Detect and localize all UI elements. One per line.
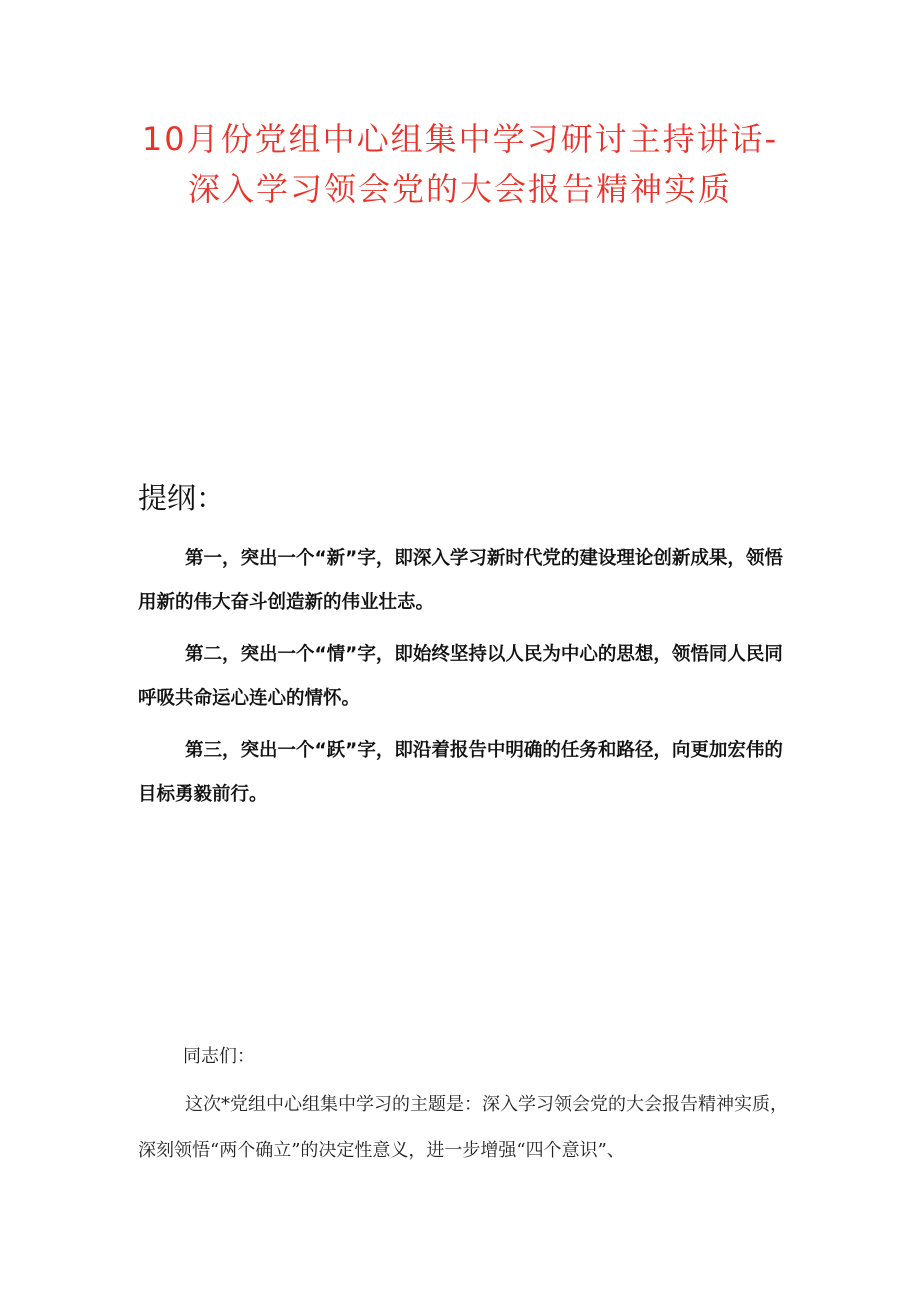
outline-heading: 提纲： (138, 481, 226, 515)
outline-item-1 (138, 537, 786, 625)
greeting: 同志们： (183, 1046, 255, 1067)
document-title-line-2: 深入学习领会党的大会报告精神实质 (187, 170, 732, 208)
body-paragraph-1-text: 这次*党组中心组集中学习的主题是：深入学习领会党的大会报告精神实质，深刻领悟“两个确立”的决定性意义，进一步增强“四个意识”、 (138, 1094, 788, 1161)
outline-item-3-text: 第三，突出一个“跃”字，即沿着报告中明确的任务和路径，向更加宏伟的目标勇毅前行。 (138, 740, 783, 805)
document-title-line-1: 10月份党组中心组集中学习研讨主持讲话- (141, 120, 779, 158)
outline-item-1-text: 第一，突出一个“新”字，即深入学习新时代党的建设理论创新成果，领悟用新的伟大奋斗创造新的伟业壮志。 (138, 548, 783, 613)
body-paragraph-1 (138, 1082, 798, 1174)
outline-item-3 (138, 729, 786, 817)
outline-item-2-text: 第二，突出一个“情”字，即始终坚持以人民为中心的思想，领悟同人民同呼吸共命运心连心的情怀。 (138, 644, 783, 709)
outline-item-2 (138, 633, 786, 721)
